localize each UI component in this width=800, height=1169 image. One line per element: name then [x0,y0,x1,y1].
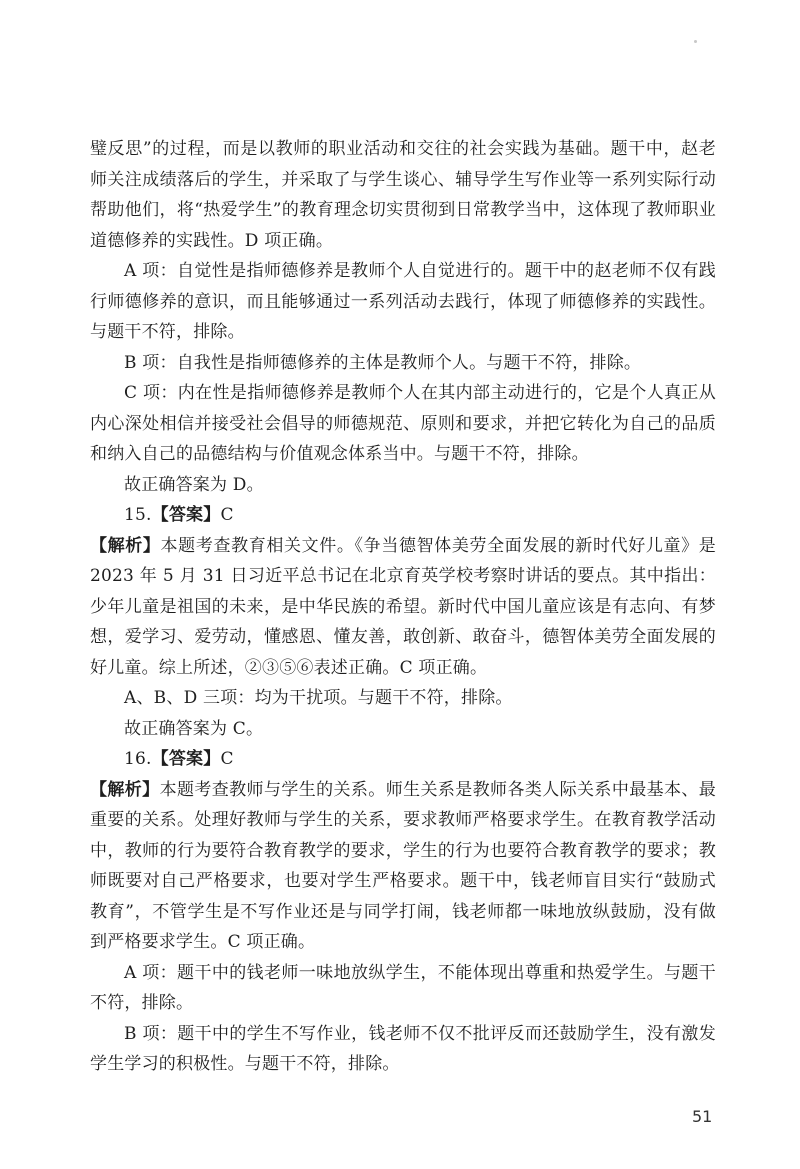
answer-value: C [220,749,234,769]
paragraph: A 项：自觉性是指师德修养是教师个人自觉进行的。题干中的赵老师不仅有践行师德修养的意识，而且能够通过一系列活动去践行，体现了师德修养的实践性。与题干不符，排除。 [90,261,716,342]
paragraph: A 项：题干中的钱老师一味地放纵学生，不能体现出尊重和热爱学生。与题干不符，排除。 [90,962,716,1013]
paragraph: 璧反思”的过程，而是以教师的职业活动和交往的社会实践为基础。题干中，赵老师关注成绩落后的学生，并采取了与学生谈心、辅导学生写作业等一系列实际行动帮助他们，将“热爱学生”的教育理念切实贯彻到日常教学当中，这体现了教师职业道德修养的实践性。D 项正确。 [90,139,716,251]
page-number: 51 [692,1107,713,1126]
scan-mark [694,40,697,43]
answer-explanation-text [90,134,716,1080]
paragraph: A、B、D 三项：均为干扰项。与题干不符，排除。 [124,688,513,708]
paragraph: B 项：题干中的学生不写作业，钱老师不仅不批评反而还鼓励学生，没有激发学生学习的积极性。与题干不符，排除。 [90,1023,716,1074]
question-number: 16. [124,749,152,769]
paragraph: C 项：内在性是指师德修养是教师个人在其内部主动进行的，它是个人真正从内心深处相信并接受社会倡导的师德规范、原则和要求，并把它转化为自己的品质和纳入自己的品德结构与价值观念体系当中。与题干不符，排除。 [90,383,716,464]
question-15-answer [90,500,716,531]
paragraph: 故正确答案为 D。 [124,474,264,495]
question-16-answer [90,744,716,775]
analysis-label: 【解析】 [90,535,161,556]
analysis-text: 本题考查教师与学生的关系。师生关系是教师各类人际关系中最基本、最重要的关系。处理好教师与学生的关系，要求教师严格要求学生。在教育教学活动中，教师的行为要符合教育教学的要求，学生的行为也要符合教育教学的要求；教师既要对自己严格要求，也要对学生严格要求。题干中，钱老师盲目实行“鼓励式教育”，不管学生是不写作业还是与同学打闹，钱老师都一味地放纵鼓励，没有做到严格要求学生。C 项正确。 [90,779,716,952]
analysis-label: 【解析】 [90,779,160,800]
question-16-analysis [90,775,716,958]
question-15-analysis [90,531,716,684]
question-number: 15. [124,505,152,525]
analysis-text: 本题考查教育相关文件。《争当德智体美劳全面发展的新时代好儿童》是2023 年 5 月 31 日习近平总书记在北京育英学校考察时讲话的要点。其中指出：少年儿童是祖国的未来，是中华民族的希望。新时代中国儿童应该是有志向、有梦想，爱学习、爱劳动，懂感恩、懂友善，敢创新、敢奋斗，德智体美劳全面发展的好儿童。综上所述，②③⑤⑥表述正确。C 项正确。 [90,535,716,678]
answer-label: 【答案】 [151,505,221,525]
paragraph: 故正确答案为 C。 [124,718,264,739]
answer-value: C [220,505,234,525]
paragraph: B 项：自我性是指师德修养的主体是教师个人。与题干不符，排除。 [124,352,642,373]
answer-label: 【答案】 [151,749,221,769]
